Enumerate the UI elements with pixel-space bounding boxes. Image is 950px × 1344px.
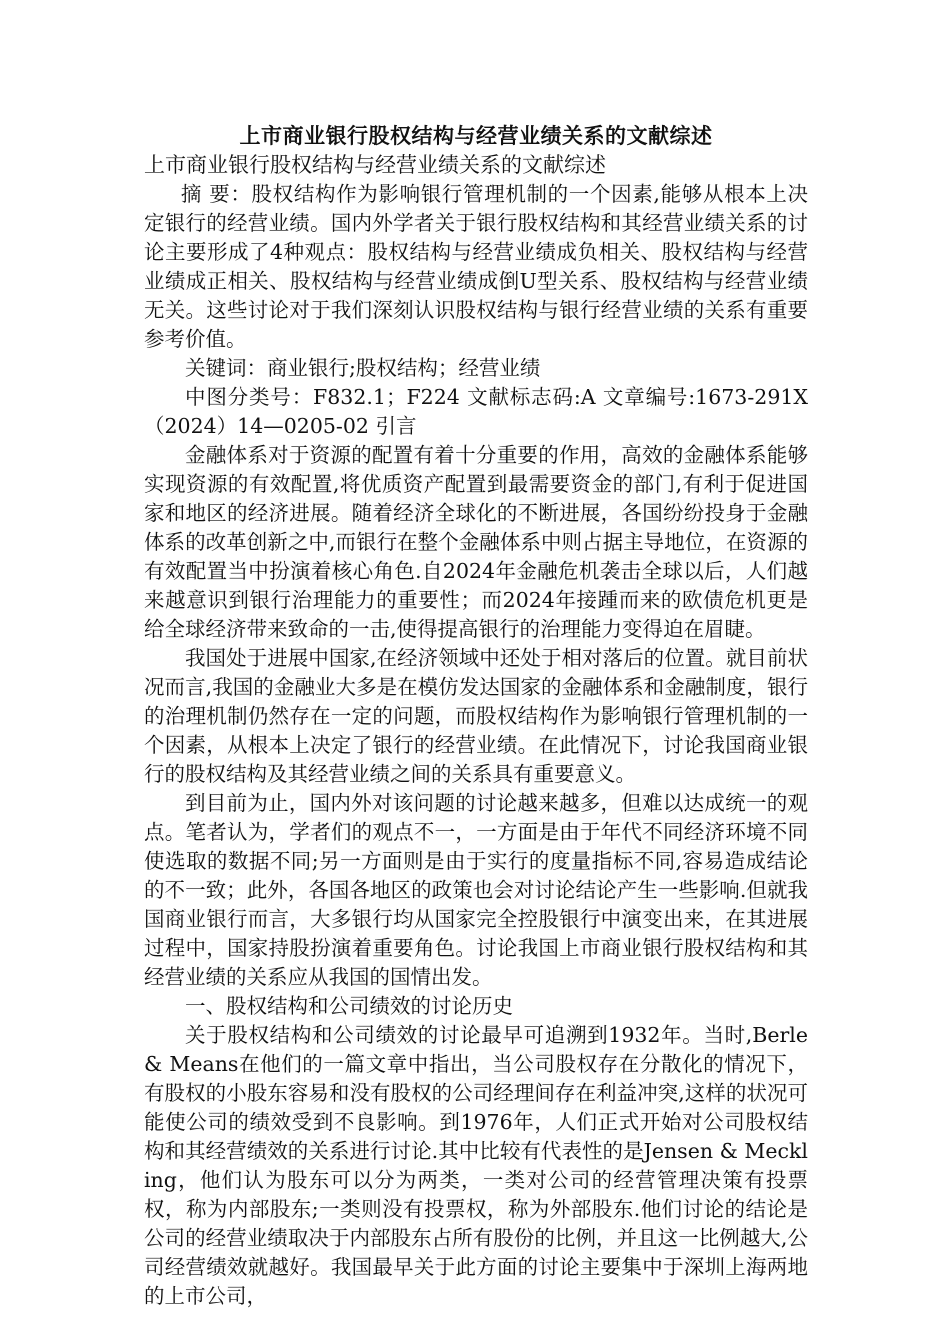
- abstract-paragraph: 摘 要：股权结构作为影响银行管理机制的一个因素,能够从根本上决定银行的经营业绩。国内外学者关于银行股权结构和其经营业绩关系的讨论主要形成了4种观点：股权结构与经营业绩成负相关、股权结构与经营业绩成正相关、股权结构与经营业绩成倒U型关系、股权结构与经营业绩无关。这些讨论对于我们深刻认识股权结构与银行经营业绩的关系有重要参考价值。: [144, 182, 808, 351]
- classification-line: 中图分类号：F832.1；F224 文献标志码:A 文章编号:1673-291X（2024）14—0205-02 引言: [144, 385, 808, 438]
- body-paragraph: 关于股权结构和公司绩效的讨论最早可追溯到1932年。当时,Berle & Means在他们的一篇文章中指出，当公司股权存在分散化的情况下，有股权的小股东容易和没有股权的公司经理间存在利益冲突,这样的状况可能使公司的绩效受到不良影响。到1976年，人们正式开始对公司股权结构和其经营绩效的关系进行讨论.其中比较有代表性的是Jensen & Meckling，他们认为股东可以分为两类，一类对公司的经营管理决策有投票权，称为内部股东;一类则没有投票权，称为外部股东.他们讨论的结论是公司的经营业绩取决于内部股东占所有股份的比例，并且这一比例越大,公司经营绩效就越好。我国最早关于此方面的讨论主要集中于深圳上海两地的上市公司，: [144, 1023, 808, 1308]
- document-subtitle: 上市商业银行股权结构与经营业绩关系的文献综述: [144, 153, 606, 177]
- body-paragraph: 金融体系对于资源的配置有着十分重要的作用，高效的金融体系能够实现资源的有效配置,将优质资产配置到最需要资金的部门,有利于促进国家和地区的经济进展。随着经济全球化的不断进展，各国纷纷投身于金融体系的改革创新之中,而银行在整个金融体系中则占据主导地位，在资源的有效配置当中扮演着核心角色.自2024年金融危机袭击全球以后，人们越来越意识到银行治理能力的重要性；而2024年接踵而来的欧债危机更是给全球经济带来致命的一击,使得提高银行的治理能力变得迫在眉睫。: [144, 443, 808, 641]
- keywords-line: 关键词：商业银行;股权结构；经营业绩: [185, 356, 541, 380]
- body-paragraph: 到目前为止，国内外对该问题的讨论越来越多，但难以达成统一的观点。笔者认为，学者们的观点不一，一方面是由于年代不同经济环境不同使选取的数据不同;另一方面则是由于实行的度量指标不同,容易造成结论的不一致；此外，各国各地区的政策也会对讨论结论产生一些影响.但就我国商业银行而言，大多银行均从国家完全控股银行中演变出来，在其进展过程中，国家持股扮演着重要角色。讨论我国上市商业银行股权结构和其经营业绩的关系应从我国的国情出发。: [144, 791, 808, 989]
- section-heading: 一、股权结构和公司绩效的讨论历史: [185, 994, 513, 1018]
- document-page: [144, 121, 808, 1311]
- body-paragraph: 我国处于进展中国家,在经济领域中还处于相对落后的位置。就目前状况而言,我国的金融业大多是在模仿发达国家的金融体系和金融制度，银行的治理机制仍然存在一定的问题，而股权结构作为影响银行管理机制的一个因素，从根本上决定了银行的经营业绩。在此情况下，讨论我国商业银行的股权结构及其经营业绩之间的关系具有重要意义。: [144, 646, 808, 786]
- document-title: 上市商业银行股权结构与经营业绩关系的文献综述: [239, 123, 713, 148]
